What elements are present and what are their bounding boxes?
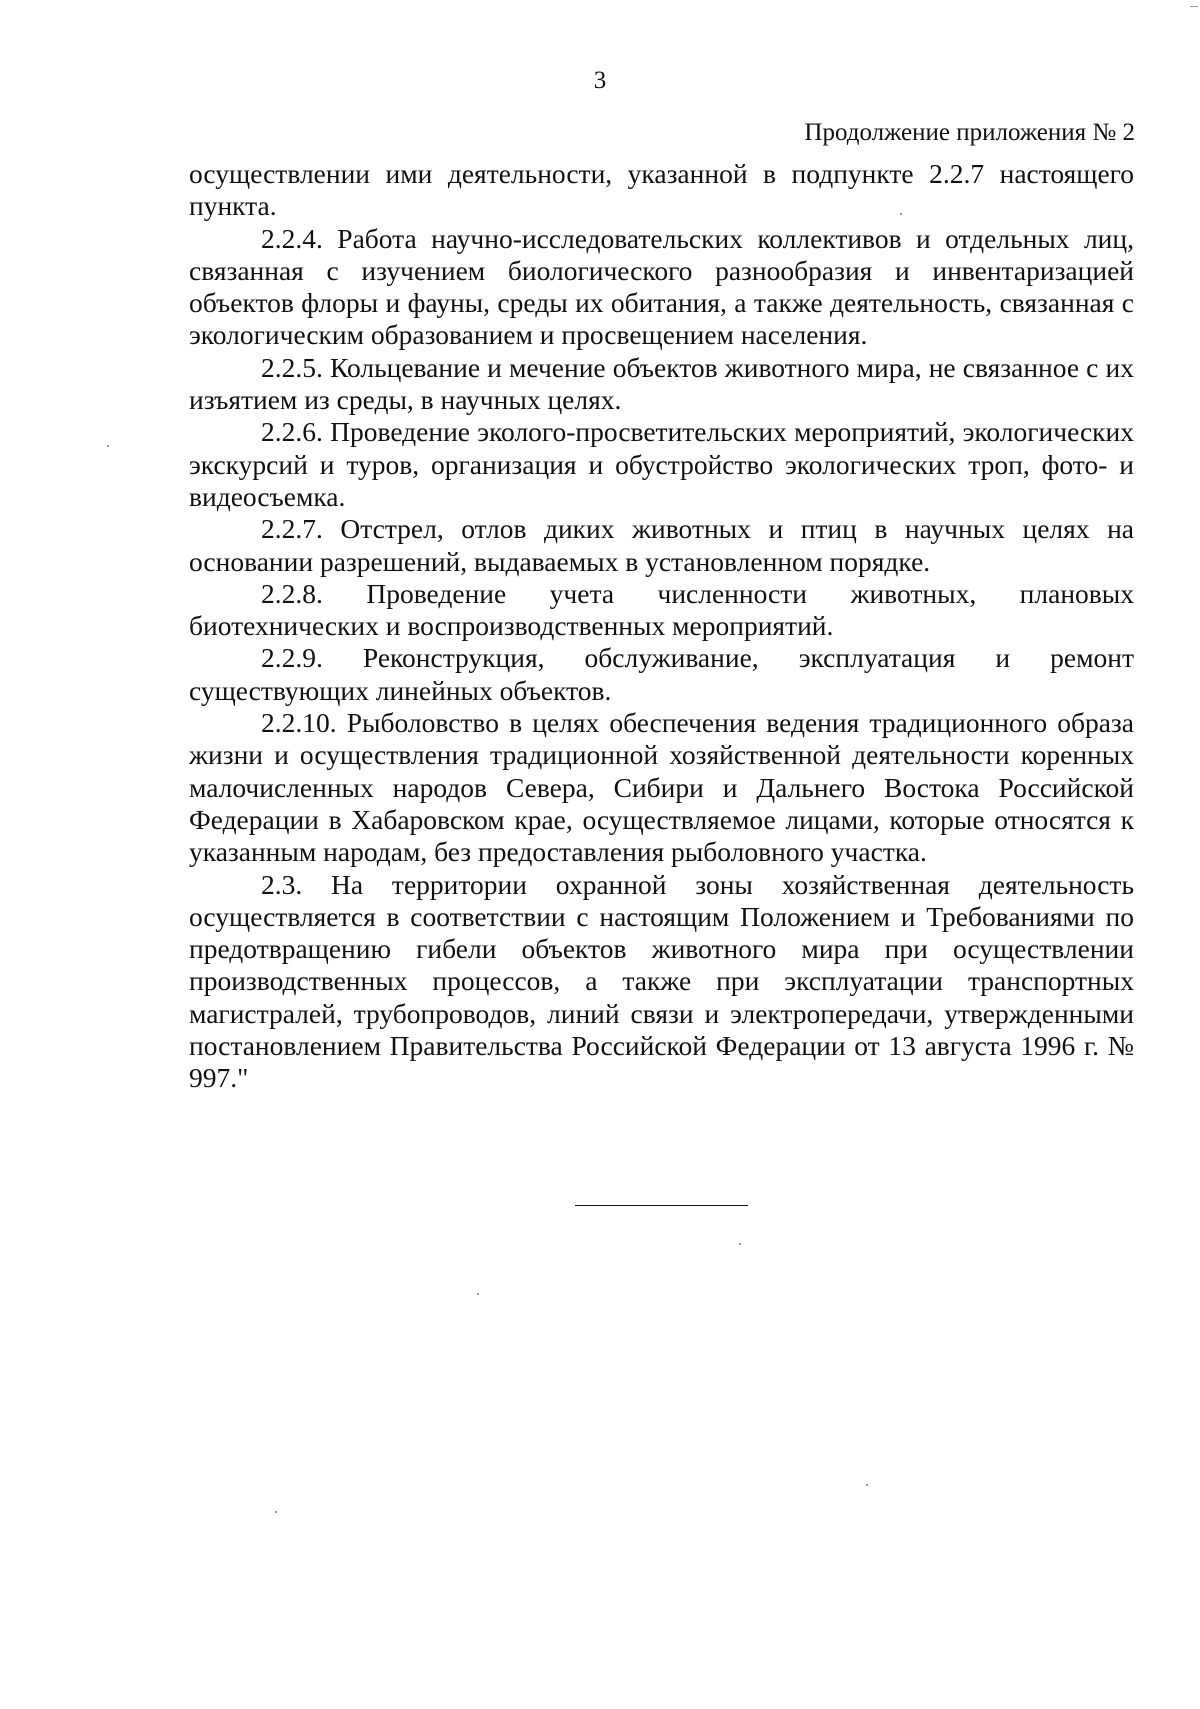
scan-mark <box>1190 6 1198 7</box>
scan-mark <box>477 1293 479 1295</box>
paragraph-2-2-7: 2.2.7. Отстрел, отлов диких животных и птиц в научных целях на основании разрешений, выдаваемых в установленном порядке. <box>189 513 1134 577</box>
paragraph-2-2-10: 2.2.10. Рыболовство в целях обеспечения ведения традиционного образа жизни и осуществления традиционной хозяйственной деятельности коренных малочисленных народов Севера, Сибири и Дальнего Востока Российской Федерации в Хабаровском крае, осуществляемое лицами, которые относятся к указанным народам, без предоставления рыболовного участка. <box>189 707 1134 868</box>
page-number: 3 <box>593 67 607 94</box>
paragraph-2-2-6: 2.2.6. Проведение эколого-просветительских мероприятий, экологических экскурсий и туров, организация и обустройство экологических троп, фото- и видеосъемка. <box>189 416 1134 512</box>
paragraph-2-2-5: 2.2.5. Кольцевание и мечение объектов животного мира, не связанное с их изъятием из среды, в научных целях. <box>189 351 1134 416</box>
paragraph-continuation: осуществлении ими деятельности, указанной в подпункте 2.2.7 настоящего пункта. <box>189 158 1134 222</box>
paragraph-2-2-8: 2.2.8. Проведение учета численности животных, плановых биотехнических и воспроизводственных мероприятий. <box>189 577 1134 642</box>
paragraph-2-2-4: 2.2.4. Работа научно-исследовательских коллективов и отдельных лиц, связанная с изучением биологического разнообразия и инвентаризацией объектов флоры и фауны, среды их обитания, а также деятельность, связанная с экологическим образованием и просвещением населения. <box>189 222 1134 351</box>
scan-mark <box>866 1484 868 1486</box>
scan-mark <box>275 1511 277 1513</box>
document-body <box>189 158 1134 1095</box>
end-of-text-rule <box>575 1205 748 1206</box>
paragraph-2-2-9: 2.2.9. Реконструкция, обслуживание, эксплуатация и ремонт существующих линейных объектов. <box>189 642 1134 706</box>
scan-mark <box>900 213 902 215</box>
scan-mark <box>739 1243 741 1245</box>
paragraph-2-3: 2.3. На территории охранной зоны хозяйственная деятельность осуществляется в соответствии с настоящим Положением и Требованиями по предотвращению гибели объектов животного мира при осуществлении производственных процессов, а также при эксплуатации транспортных магистралей, трубопроводов, линий связи и электропередачи, утвержденными постановлением Правительства Российской Федерации от 13 августа 1996 г. № 997." <box>189 868 1134 1094</box>
appendix-continuation-note: Продолжение приложения № 2 <box>804 119 1135 146</box>
scan-mark <box>107 445 109 447</box>
